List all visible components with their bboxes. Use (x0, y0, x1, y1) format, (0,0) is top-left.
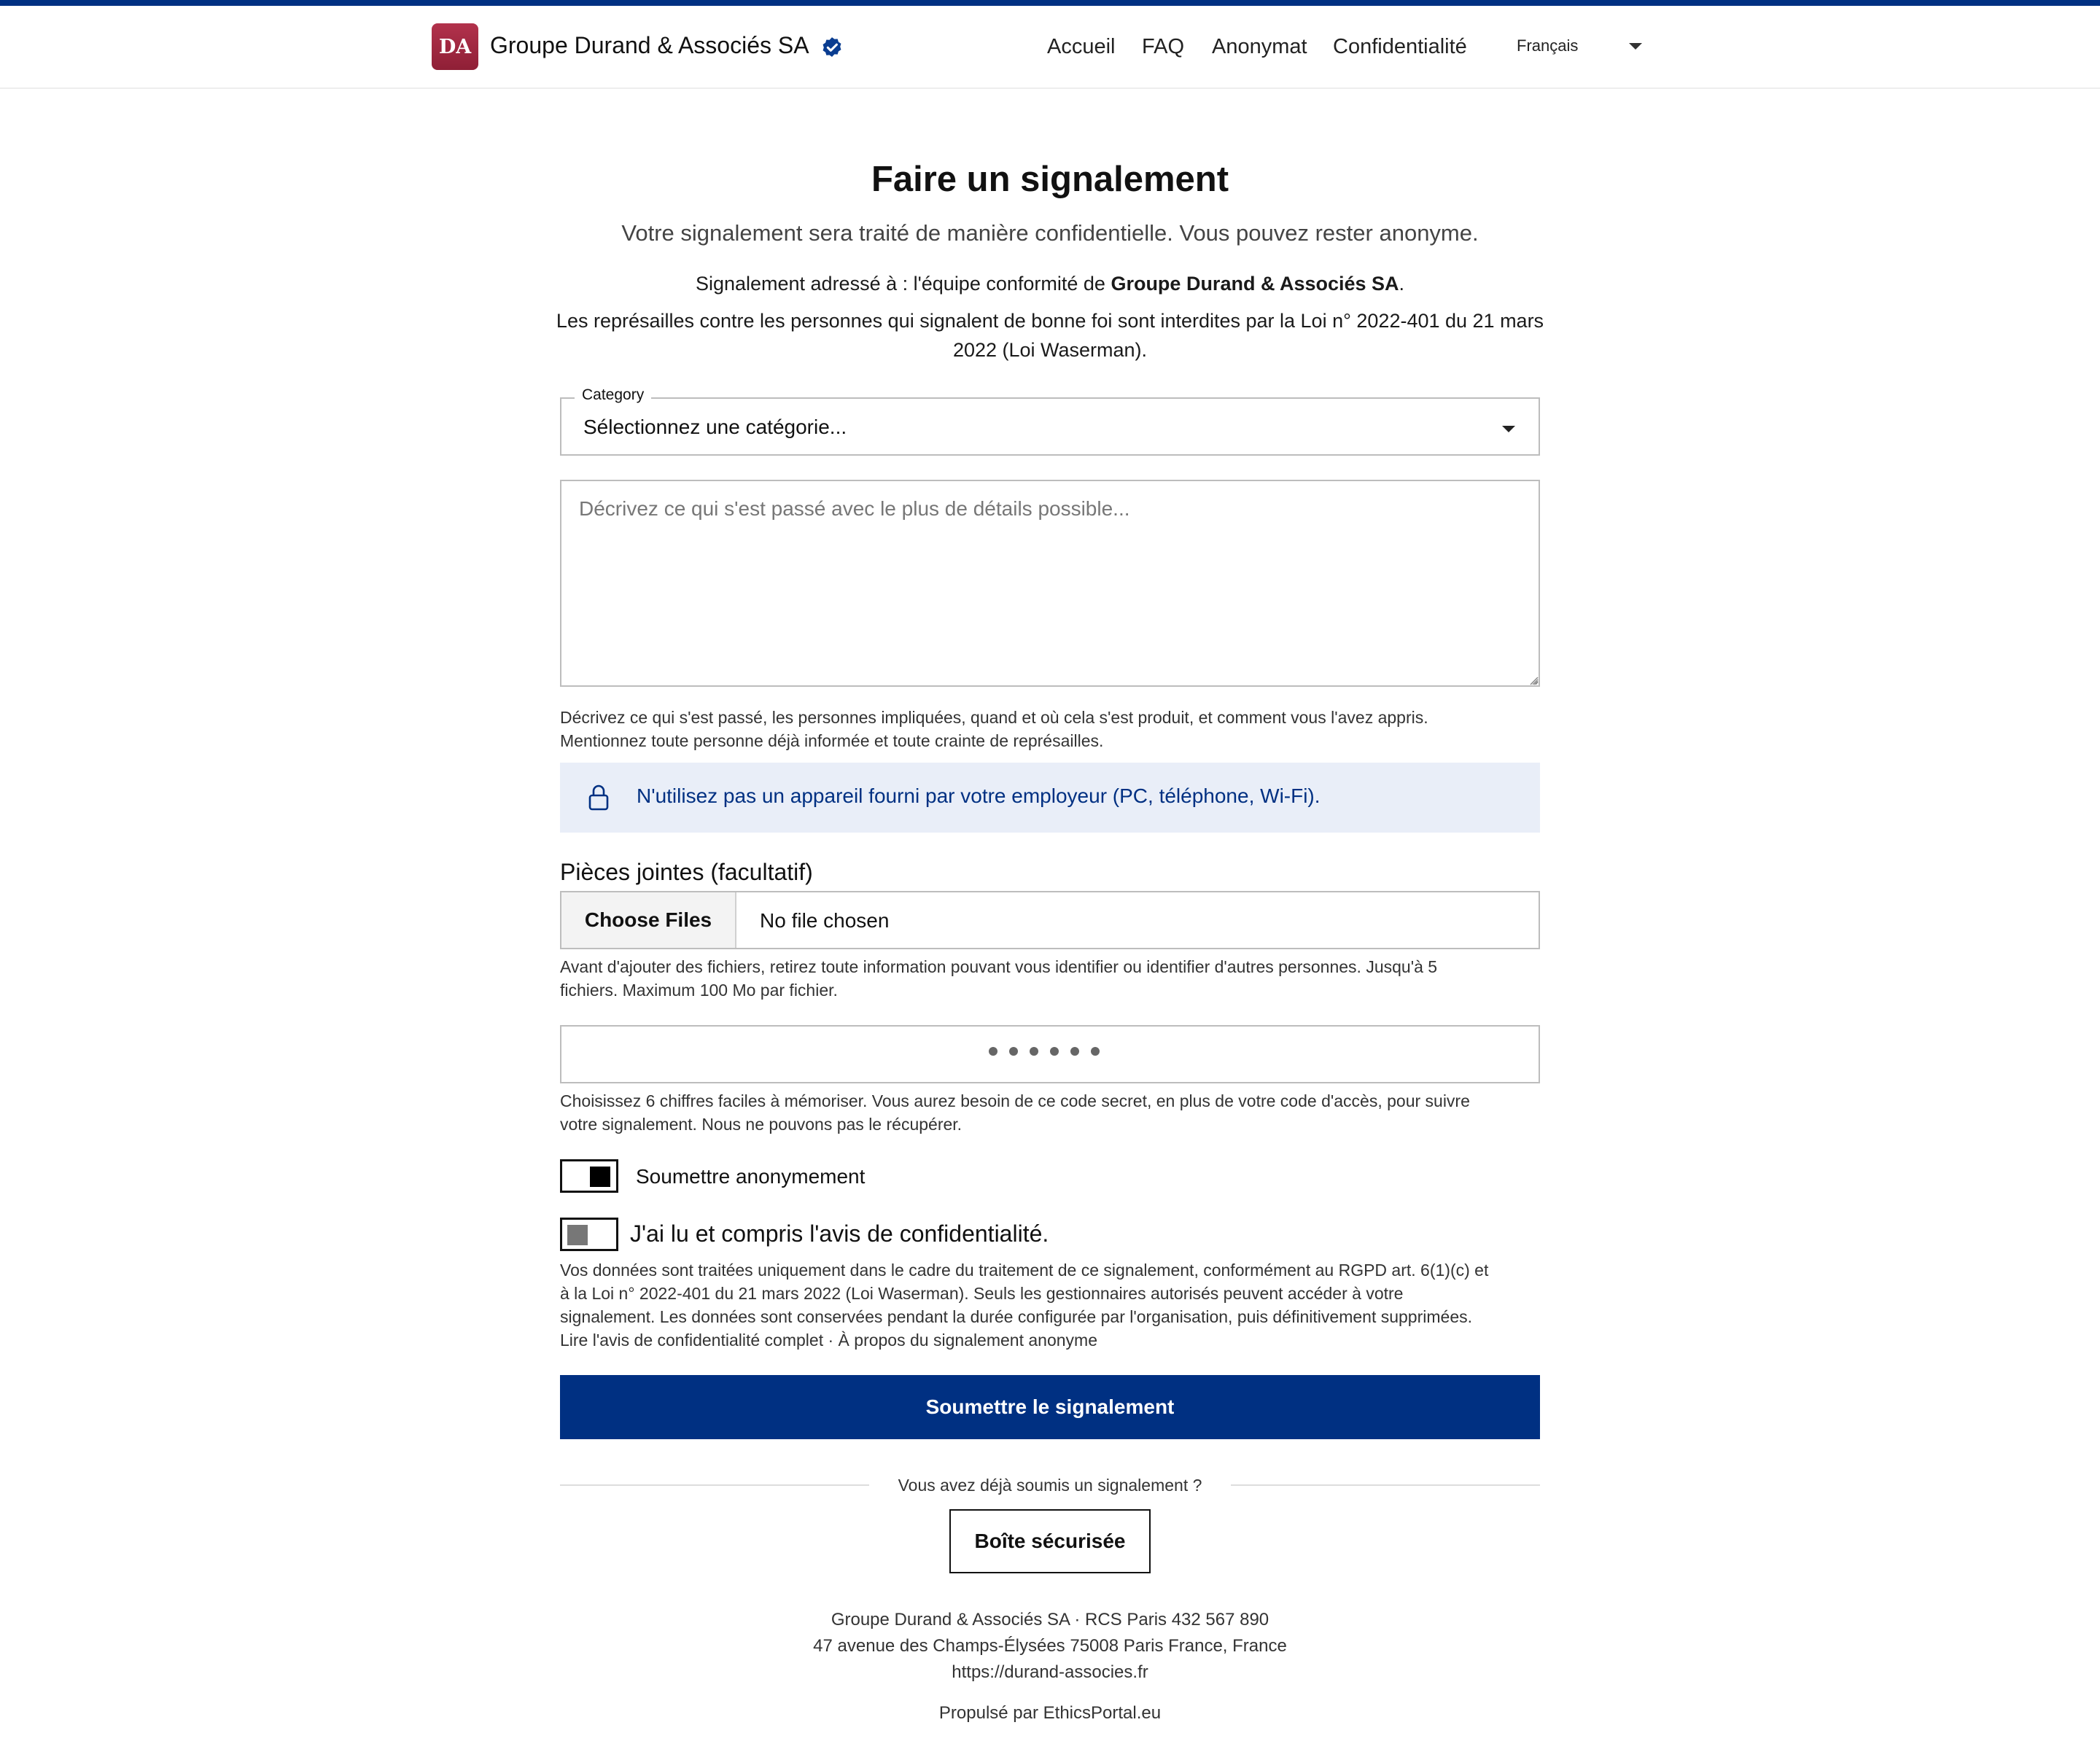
site-header (0, 6, 2100, 89)
privacy-links (560, 1328, 1540, 1352)
pin-dot (1009, 1047, 1018, 1056)
attachments-help-2: fichiers. Maximum 100 Mo par fichier. (560, 981, 838, 1000)
footer-powered-by[interactable]: Propulsé par EthicsPortal.eu (938, 1703, 1162, 1723)
pin-dot (989, 1047, 998, 1056)
verified-badge-icon (820, 36, 844, 61)
choose-files-button[interactable]: Choose Files (561, 892, 736, 948)
nav-anonymat[interactable]: Anonymat (1212, 35, 1307, 58)
company-logo[interactable]: DA (432, 23, 478, 70)
attachments-help-1: Avant d'ajouter des fichiers, retirez toute information pouvant vous identifier ou identifier d'autres personnes. Jusqu'à 5 (560, 957, 1438, 976)
footer-company: Groupe Durand & Associés SA · RCS Paris 432 567 890 (831, 1610, 1269, 1629)
file-status: No file chosen (760, 909, 890, 932)
anonymous-toggle[interactable] (560, 1159, 618, 1193)
already-submitted-text: Vous avez déjà soumis un signalement ? (898, 1476, 1202, 1495)
footer-url[interactable]: https://durand-associes.fr (952, 1662, 1148, 1682)
pin-help-1: Choisissez 6 chiffres faciles à mémoriser. Vous aurez besoin de ce code secret, en plus de votre code d'accès, pour suivre (560, 1091, 1470, 1110)
privacy-label[interactable]: J'ai lu et compris l'avis de confidentialité. (630, 1220, 1049, 1247)
resize-handle-icon[interactable] (1527, 674, 1539, 685)
toggle-knob-on (590, 1167, 610, 1187)
retaliation-notice: Les représailles contre les personnes qui signalent de bonne foi sont interdites par la Loi n° 2022-401 du 21 mars 2022 (Loi Waserman). (556, 310, 1544, 361)
chevron-down-icon[interactable] (1502, 426, 1515, 432)
nav-accueil[interactable]: Accueil (1047, 35, 1116, 58)
pin-dot (1050, 1047, 1059, 1056)
privacy-text-1: Vos données sont traitées uniquement dans le cadre du traitement de ce signalement, conformément au RGPD art. 6(1)(c) et (560, 1261, 1489, 1280)
link-separator: · (823, 1331, 839, 1350)
anonymous-label[interactable]: Soumettre anonymement (636, 1165, 866, 1188)
organization-name: Groupe Durand & Associés SA (490, 32, 809, 58)
language-select[interactable]: Français (1517, 36, 1579, 55)
nav-faq[interactable]: FAQ (1142, 35, 1185, 58)
recipient-prefix: Signalement adressé à : l'équipe conformité de (695, 273, 1111, 295)
footer-address: 47 avenue des Champs-Élysées 75008 Paris France, France (813, 1636, 1287, 1656)
privacy-notice-link[interactable]: Lire l'avis de confidentialité complet (560, 1331, 824, 1350)
device-warning-text: N'utilisez pas un appareil fourni par votre employeur (PC, téléphone, Wi-Fi). (637, 784, 1321, 807)
page-subtitle: Votre signalement sera traité de manière confidentielle. Vous pouvez rester anonyme. (621, 220, 1479, 246)
privacy-toggle[interactable] (560, 1218, 618, 1251)
lock-icon (588, 784, 610, 811)
recipient-line (0, 273, 2100, 295)
description-help-1: Décrivez ce qui s'est passé, les personnes impliquées, quand et où cela s'est produit, et comment vous l'avez appris. (560, 708, 1428, 727)
page-title: Faire un signalement (871, 160, 1229, 199)
pin-dot (1030, 1047, 1038, 1056)
secure-inbox-button[interactable]: Boîte sécurisée (949, 1509, 1151, 1573)
pin-dot (1091, 1047, 1100, 1056)
recipient-suffix: . (1399, 273, 1405, 295)
recipient-org: Groupe Durand & Associés SA (1111, 273, 1399, 295)
description-help-2: Mentionnez toute personne déjà informée et toute crainte de représailles. (560, 731, 1104, 750)
attachments-title: Pièces jointes (facultatif) (560, 859, 813, 885)
privacy-text-2: à la Loi n° 2022-401 du 21 mars 2022 (Loi Waserman). Seuls les gestionnaires autorisés peuvent accéder à votre (560, 1284, 1404, 1303)
anonymous-info-link[interactable]: À propos du signalement anonyme (838, 1331, 1097, 1350)
top-accent-bar (0, 0, 2100, 6)
category-legend: Category (575, 386, 651, 404)
nav-confidentialite[interactable]: Confidentialité (1333, 35, 1467, 58)
submit-report-button[interactable]: Soumettre le signalement (560, 1375, 1540, 1439)
pin-help-2: votre signalement. Nous ne pouvons pas le récupérer. (560, 1115, 962, 1134)
pin-dot (1070, 1047, 1079, 1056)
privacy-text-3: signalement. Les données sont conservées pendant la durée configurée par l'organisation, puis définitivement supprimées. (560, 1307, 1472, 1326)
category-value[interactable]: Sélectionnez une catégorie... (583, 416, 847, 438)
chevron-down-icon[interactable] (1629, 43, 1642, 50)
description-textarea[interactable] (560, 480, 1540, 687)
pin-placeholder-dots (989, 1047, 1100, 1056)
toggle-knob-off (567, 1225, 588, 1245)
